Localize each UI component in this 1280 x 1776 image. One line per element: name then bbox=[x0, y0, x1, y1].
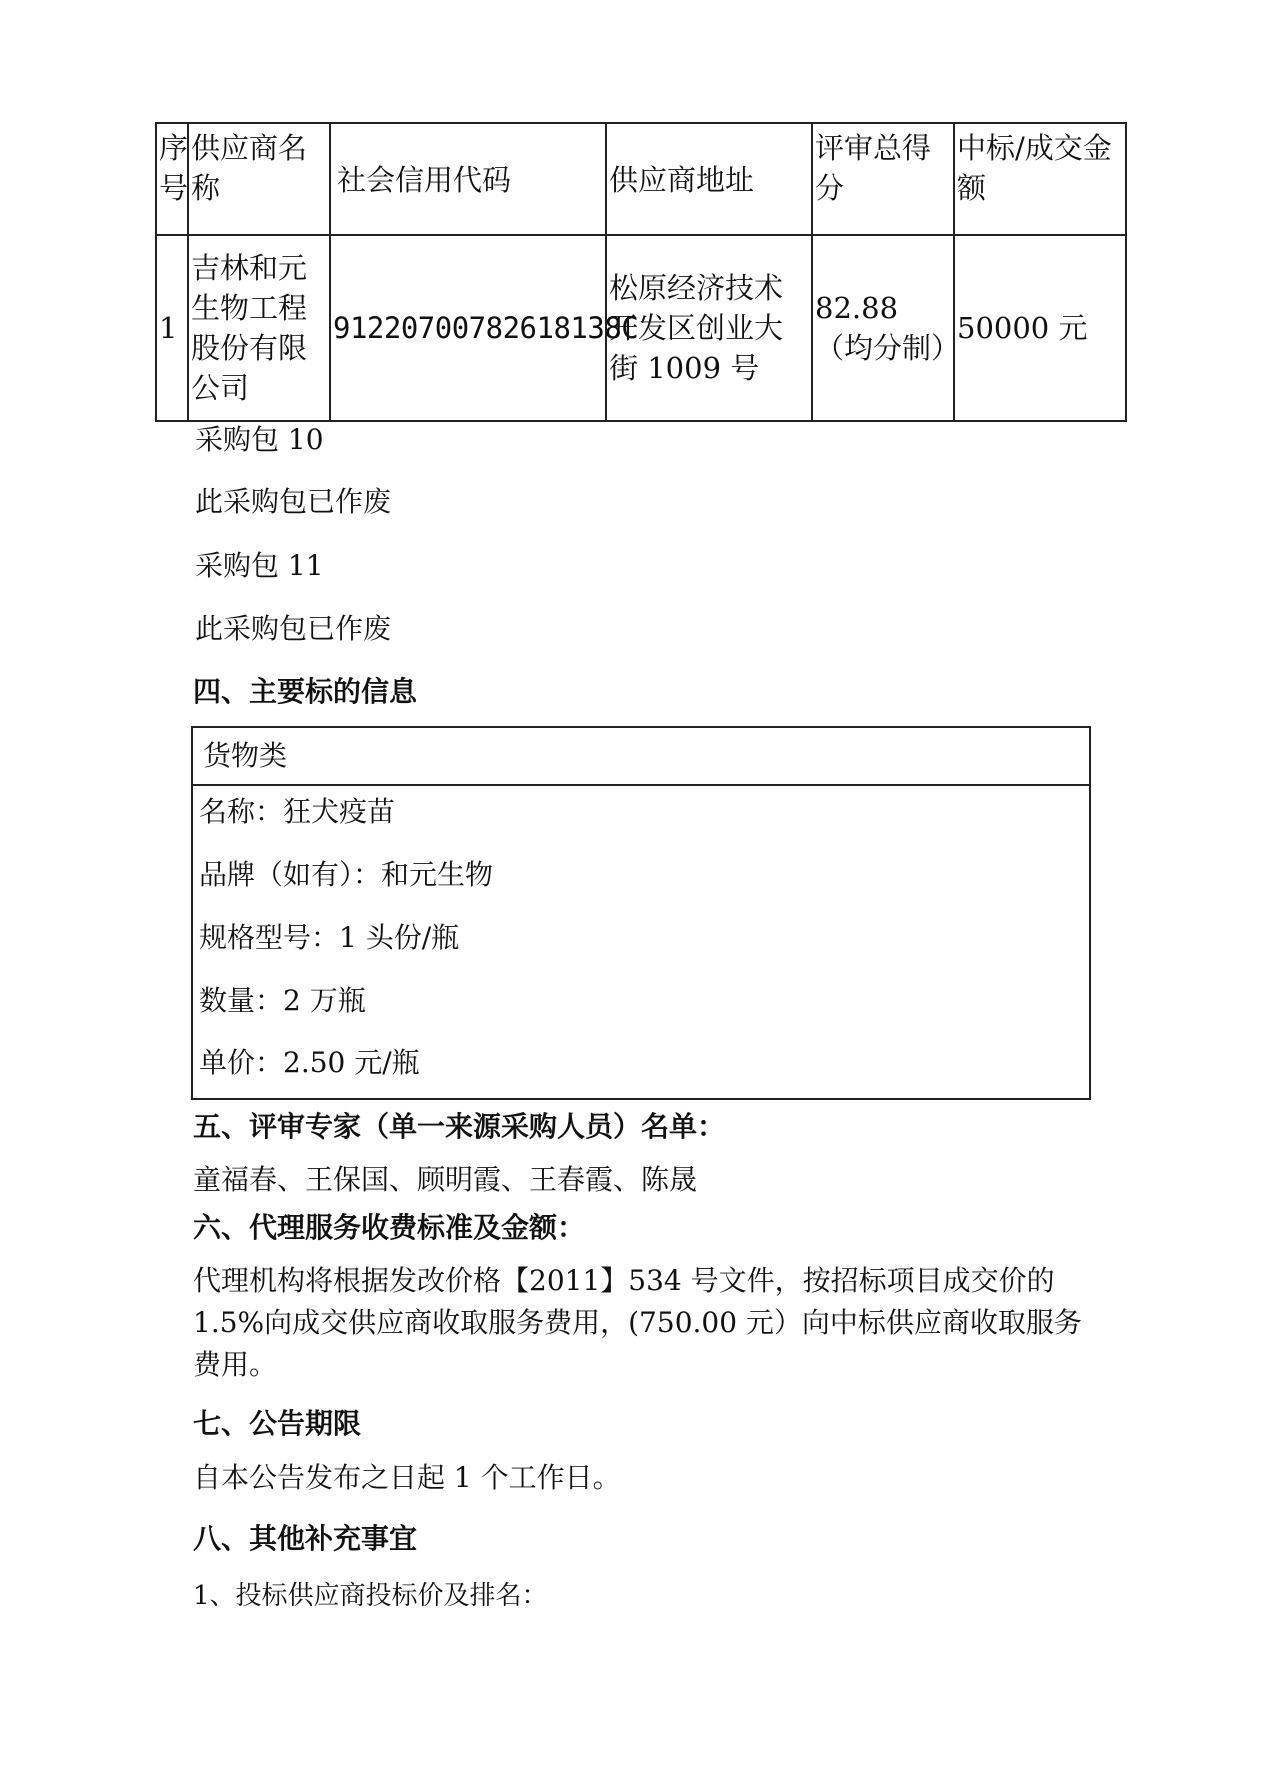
goods-spec: 规格型号：1 头份/瓶 bbox=[199, 921, 460, 954]
package-11-status: 此采购包已作废 bbox=[195, 612, 392, 645]
expert-list: 童福春、王保国、顾明霞、王春霞、陈晟 bbox=[193, 1163, 698, 1196]
section-4-heading: 四、主要标的信息 bbox=[193, 675, 418, 708]
goods-name: 名称：狂犬疫苗 bbox=[199, 795, 396, 828]
section-8-heading: 八、其他补充事宜 bbox=[193, 1522, 418, 1555]
goods-quantity: 数量：2 万瓶 bbox=[199, 984, 366, 1017]
goods-info-box bbox=[191, 726, 1091, 1100]
header-supplier-name: 供应商名称 bbox=[188, 123, 330, 235]
cell-address: 松原经济技术开发区创业大街 1009 号 bbox=[606, 235, 812, 421]
header-amount: 中标/成交金额 bbox=[954, 123, 1126, 235]
fee-description: 代理机构将根据发改价格【2011】534 号文件，按招标项目成交价的 1.5%向成交供应商收取服务费用，(750.00 元）向中标供应商收取服务费用。 bbox=[193, 1264, 1082, 1381]
goods-brand: 品牌（如有）：和元生物 bbox=[199, 858, 494, 891]
supplier-table bbox=[155, 122, 1127, 422]
section-6-heading: 六、代理服务收费标准及金额： bbox=[193, 1211, 586, 1244]
cell-score: 82.88（均分制） bbox=[812, 235, 954, 421]
goods-unit-price: 单价：2.50 元/瓶 bbox=[199, 1046, 420, 1079]
bid-ranking-label: 1、投标供应商投标价及排名： bbox=[193, 1581, 548, 1611]
package-11-title: 采购包 11 bbox=[195, 549, 324, 582]
goods-category: 货物类 bbox=[193, 728, 1089, 786]
header-index: 序号 bbox=[156, 123, 188, 235]
cell-supplier-name: 吉林和元生物工程股份有限公司 bbox=[188, 235, 330, 421]
package-10-status: 此采购包已作废 bbox=[195, 485, 392, 518]
cell-amount: 50000 元 bbox=[954, 235, 1126, 421]
section-7-heading: 七、公告期限 bbox=[193, 1407, 362, 1440]
notice-period: 自本公告发布之日起 1 个工作日。 bbox=[193, 1461, 621, 1494]
package-10-title: 采购包 10 bbox=[195, 423, 324, 456]
header-credit-code: 社会信用代码 bbox=[330, 123, 606, 235]
table-row bbox=[156, 235, 1126, 421]
cell-index: 1 bbox=[156, 235, 188, 421]
table-header-row bbox=[156, 123, 1126, 235]
header-score: 评审总得分 bbox=[812, 123, 954, 235]
cell-credit-code: 91220700782618138C bbox=[330, 235, 606, 421]
section-5-heading: 五、评审专家（单一来源采购人员）名单： bbox=[193, 1110, 726, 1143]
header-address: 供应商地址 bbox=[606, 123, 812, 235]
